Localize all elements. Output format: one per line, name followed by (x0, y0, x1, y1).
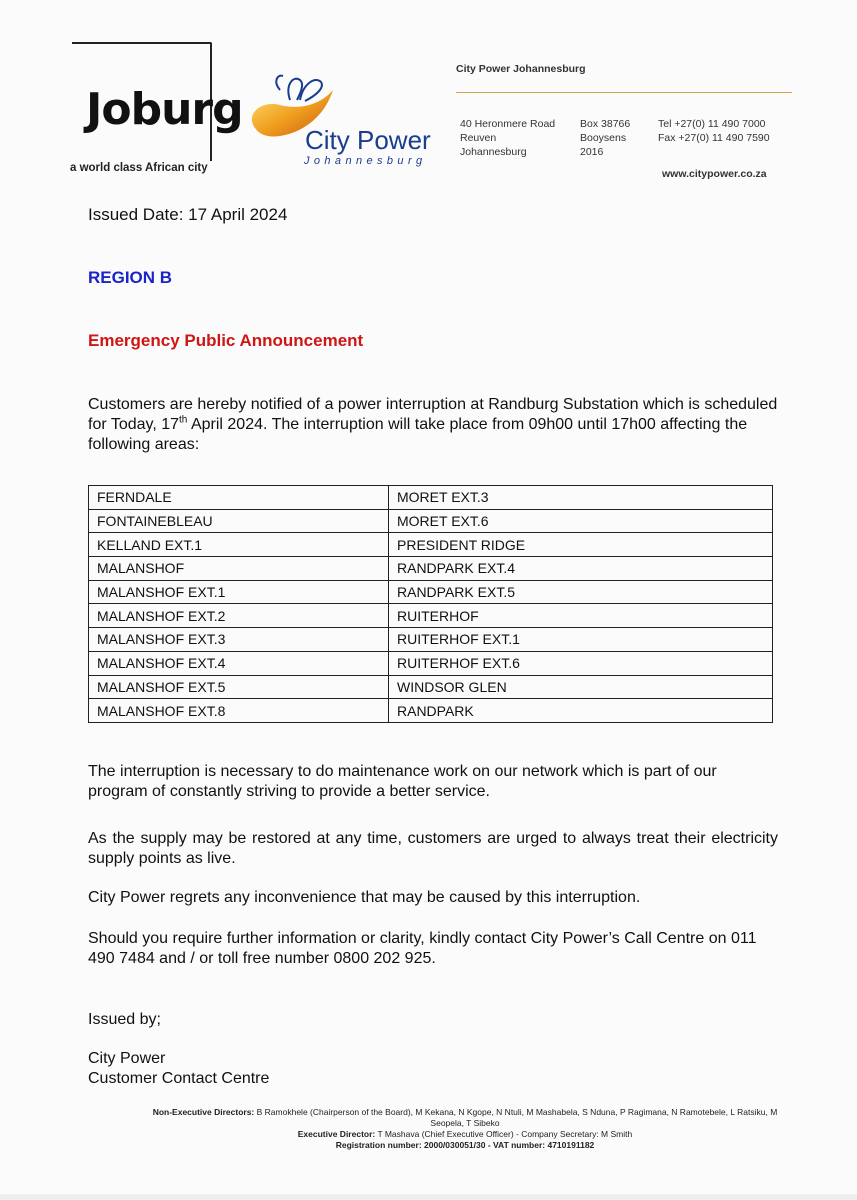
issuer-name: City Power (88, 1050, 166, 1067)
area-cell: MALANSHOF EXT.8 (89, 699, 389, 723)
area-cell: MALANSHOF EXT.1 (89, 580, 389, 604)
area-row (89, 651, 773, 675)
area-cell: FONTAINEBLEAU (89, 509, 389, 533)
reg-text: Registration number: 2000/030051/30 - VAT number: 4710191182 (335, 1140, 595, 1150)
exec-label: Executive Director: (297, 1129, 376, 1139)
letterhead-divider (456, 92, 792, 93)
page-bottom-band (0, 1194, 857, 1200)
regret-paragraph: City Power regrets any inconvenience that may be caused by this interruption. (88, 889, 641, 906)
issuer-department: Customer Contact Centre (88, 1070, 270, 1087)
issuer-block (88, 1049, 778, 1089)
address-line: Reuven (460, 132, 497, 144)
area-cell: RUITERHOF EXT.6 (389, 651, 773, 675)
announcement-heading: Emergency Public Announcement (88, 331, 364, 350)
area-row (89, 533, 773, 557)
directors-footer (140, 1107, 790, 1151)
area-row (89, 675, 773, 699)
area-cell: KELLAND EXT.1 (89, 533, 389, 557)
ned-text: B Ramokhele (Chairperson of the Board), M Kekana, N Kgope, N Ntuli, M Mashabela, S Nduna, P Ragimana, N Ramotebele, L Ratsiku, M Seopela, T Sibeko (256, 1107, 778, 1128)
non-executive-directors (140, 1107, 790, 1129)
area-row (89, 557, 773, 581)
letterhead-website: www.citypower.co.za (662, 168, 767, 180)
letterhead-box (580, 117, 630, 159)
tel-line: Tel +27(0) 11 490 7000 (658, 118, 766, 130)
area-cell: MORET EXT.3 (389, 486, 773, 510)
area-cell: MALANSHOF EXT.4 (89, 651, 389, 675)
area-cell: RUITERHOF EXT.1 (389, 628, 773, 652)
area-cell: WINDSOR GLEN (389, 675, 773, 699)
letterhead-address (460, 117, 555, 159)
area-cell: RANDPARK (389, 699, 773, 723)
area-cell: MALANSHOF EXT.5 (89, 675, 389, 699)
area-cell: MALANSHOF EXT.3 (89, 628, 389, 652)
registration-info (140, 1140, 790, 1151)
address-line: 40 Heronmere Road (460, 118, 556, 130)
area-row (89, 699, 773, 723)
area-cell: RUITERHOF (389, 604, 773, 628)
issued-by-label: Issued by; (88, 1011, 161, 1028)
box-line: 2016 (580, 146, 604, 158)
area-cell: RANDPARK EXT.4 (389, 557, 773, 581)
area-cell: MALANSHOF (89, 557, 389, 581)
area-cell: PRESIDENT RIDGE (389, 533, 773, 557)
fax-line: Fax +27(0) 11 490 7590 (658, 132, 770, 144)
intro-text-b: April 2024. The interruption will take place from 09h00 until 17h00 affecting the following areas: (88, 416, 748, 453)
box-line: Booysens (580, 132, 627, 144)
area-row (89, 628, 773, 652)
area-cell: RANDPARK EXT.5 (389, 580, 773, 604)
letterhead-contact (658, 117, 770, 145)
area-row (89, 580, 773, 604)
affected-areas-table (88, 485, 773, 723)
issued-date: Issued Date: 17 April 2024 (88, 205, 288, 224)
maintenance-paragraph: The interruption is necessary to do maintenance work on our network which is part of our program of constantly striving to provide a better service. (88, 763, 717, 800)
city-power-logo-subtitle: Johannesburg (304, 155, 427, 167)
region-title: REGION B (88, 268, 173, 287)
exec-text: T Mashava (Chief Executive Officer) - Company Secretary: M Smith (377, 1129, 633, 1139)
joburg-logo: Joburg (86, 84, 243, 135)
area-cell: MORET EXT.6 (389, 509, 773, 533)
area-cell: FERNDALE (89, 486, 389, 510)
area-row (89, 486, 773, 510)
address-line: Johannesburg (460, 146, 527, 158)
contact-paragraph: Should you require further information or clarity, kindly contact City Power’s Call Centre on 011 490 7484 and / or toll free number 0800 202 925. (88, 930, 757, 967)
letterhead-company: City Power Johannesburg (456, 63, 586, 75)
intro-superscript: th (179, 414, 188, 426)
ned-label: Non-Executive Directors: (152, 1107, 255, 1117)
executive-director (140, 1129, 790, 1140)
live-supply-paragraph: As the supply may be restored at any time, customers are urged to always treat their electricity supply points as live. (88, 830, 778, 867)
intro-paragraph (88, 395, 778, 455)
box-line: Box 38766 (580, 118, 631, 130)
area-cell: MALANSHOF EXT.2 (89, 604, 389, 628)
area-row (89, 604, 773, 628)
area-row (89, 509, 773, 533)
city-power-logo-text: City Power (305, 125, 431, 155)
intro-text-a: Customers are hereby notified of a power interruption at Randburg Substation which is scheduled for Today, 17 (88, 396, 778, 433)
joburg-tagline: a world class African city (70, 162, 208, 174)
